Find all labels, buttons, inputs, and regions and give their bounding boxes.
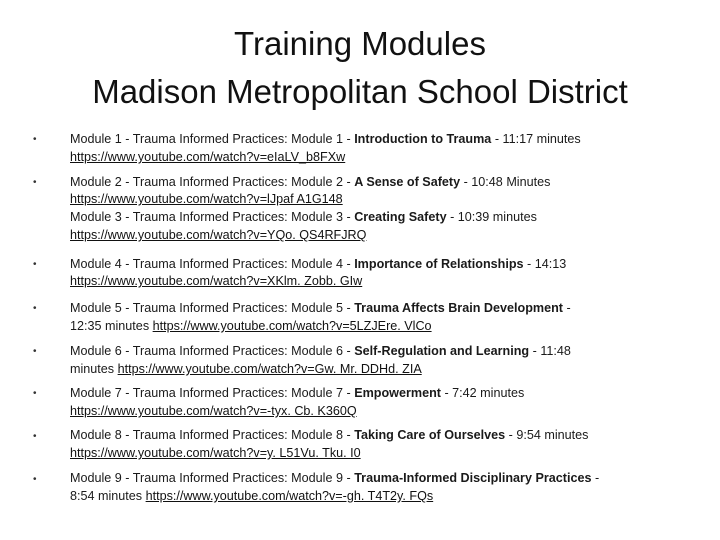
module-4-duration: - 14:13 (523, 257, 567, 271)
module-7-link-line (70, 404, 690, 419)
bullet-icon: • (33, 388, 37, 399)
module-7-prefix: Module 7 - Trauma Informed Practices: Module 7 - (70, 386, 355, 400)
module-6-duration-2: minutes (70, 362, 118, 376)
module-5-prefix: Module 5 - Trauma Informed Practices: Module 5 - (70, 301, 355, 315)
slide-title-line-2: Madison Metropolitan School District (92, 73, 628, 110)
module-4-topic: Importance of Relationships (354, 257, 524, 271)
module-6-topic: Self-Regulation and Learning (354, 344, 530, 358)
module-2-prefix: Module 2 - Trauma Informed Practices: Module 2 - (70, 175, 355, 189)
bullet-icon: • (33, 474, 37, 485)
module-1-topic: Introduction to Trauma (354, 132, 492, 146)
bullet-icon: • (33, 177, 37, 188)
module-4-description (70, 257, 690, 272)
module-1-link-line (70, 150, 690, 165)
module-4-link[interactable]: https://www.youtube.com/watch?v=XKlm. Zobb. GIw (70, 274, 363, 288)
bullet-icon: • (33, 303, 37, 314)
module-1-link[interactable]: https://www.youtube.com/watch?v=eIaLV_b8FXw (70, 150, 346, 164)
bullet-icon: • (33, 259, 37, 270)
module-9-duration-lead: - (591, 471, 600, 485)
module-9-link[interactable]: https://www.youtube.com/watch?v=-gh. T4T2y. FQs (145, 489, 434, 503)
module-2-duration: - 10:48 Minutes (460, 175, 551, 189)
module-7-description (70, 386, 690, 401)
module-9-topic: Trauma-Informed Disciplinary Practices (354, 471, 592, 485)
module-4-link-line (70, 274, 690, 289)
module-8-topic: Taking Care of Ourselves (354, 428, 506, 442)
module-8-description (70, 428, 690, 443)
module-9-description (70, 471, 690, 486)
bullet-icon: • (33, 134, 37, 145)
module-6-link-line (70, 362, 690, 377)
bullet-icon: • (33, 346, 37, 357)
module-3-topic: Creating Safety (354, 210, 447, 224)
module-9-link-line (70, 489, 690, 504)
module-7-link[interactable]: https://www.youtube.com/watch?v=-tyx. Cb. K360Q (70, 404, 357, 418)
module-1-duration: - 11:17 minutes (491, 132, 581, 146)
module-2-description (70, 175, 690, 190)
module-8-duration: - 9:54 minutes (505, 428, 589, 442)
module-1-description (70, 132, 690, 147)
module-6-duration: - 11:48 (529, 344, 571, 358)
module-3-link[interactable]: https://www.youtube.com/watch?v=YQo. QS4RFJRQ (70, 228, 367, 242)
module-9-duration: 8:54 minutes (70, 489, 146, 503)
module-2-link[interactable]: https://www.youtube.com/watch?v=lJpaf A1G148 (70, 192, 343, 206)
module-2-topic: A Sense of Safety (354, 175, 461, 189)
bullet-icon: • (33, 431, 37, 442)
module-6-description (70, 344, 690, 359)
module-5-duration: 12:35 minutes (70, 319, 153, 333)
module-5-duration-lead: - (562, 301, 571, 315)
module-5-description (70, 301, 690, 316)
module-5-link[interactable]: https://www.youtube.com/watch?v=5LZJEre. VlCo (152, 319, 432, 333)
module-7-duration: - 7:42 minutes (440, 386, 525, 400)
module-7-topic: Empowerment (354, 386, 441, 400)
module-2-link-line (70, 192, 690, 207)
module-3-duration: - 10:39 minutes (446, 210, 537, 224)
module-8-link[interactable]: https://www.youtube.com/watch?v=y. L51Vu. Tku. I0 (70, 446, 361, 460)
module-4-prefix: Module 4 - Trauma Informed Practices: Module 4 - (70, 257, 355, 271)
module-9-prefix: Module 9 - Trauma Informed Practices: Module 9 - (70, 471, 355, 485)
module-8-prefix: Module 8 - Trauma Informed Practices: Module 8 - (70, 428, 355, 442)
module-3-description (70, 210, 690, 225)
module-8-link-line (70, 446, 690, 461)
module-3-link-line (70, 228, 690, 243)
slide-title-line-1: Training Modules (234, 25, 486, 62)
module-3-prefix: Module 3 - Trauma Informed Practices: Module 3 - (70, 210, 355, 224)
module-1-prefix: Module 1 - Trauma Informed Practices: Module 1 - (70, 132, 355, 146)
module-6-prefix: Module 6 - Trauma Informed Practices: Module 6 - (70, 344, 355, 358)
module-5-topic: Trauma Affects Brain Development (354, 301, 563, 315)
module-6-link[interactable]: https://www.youtube.com/watch?v=Gw. Mr. DDHd. ZIA (117, 362, 422, 376)
module-5-link-line (70, 319, 690, 334)
